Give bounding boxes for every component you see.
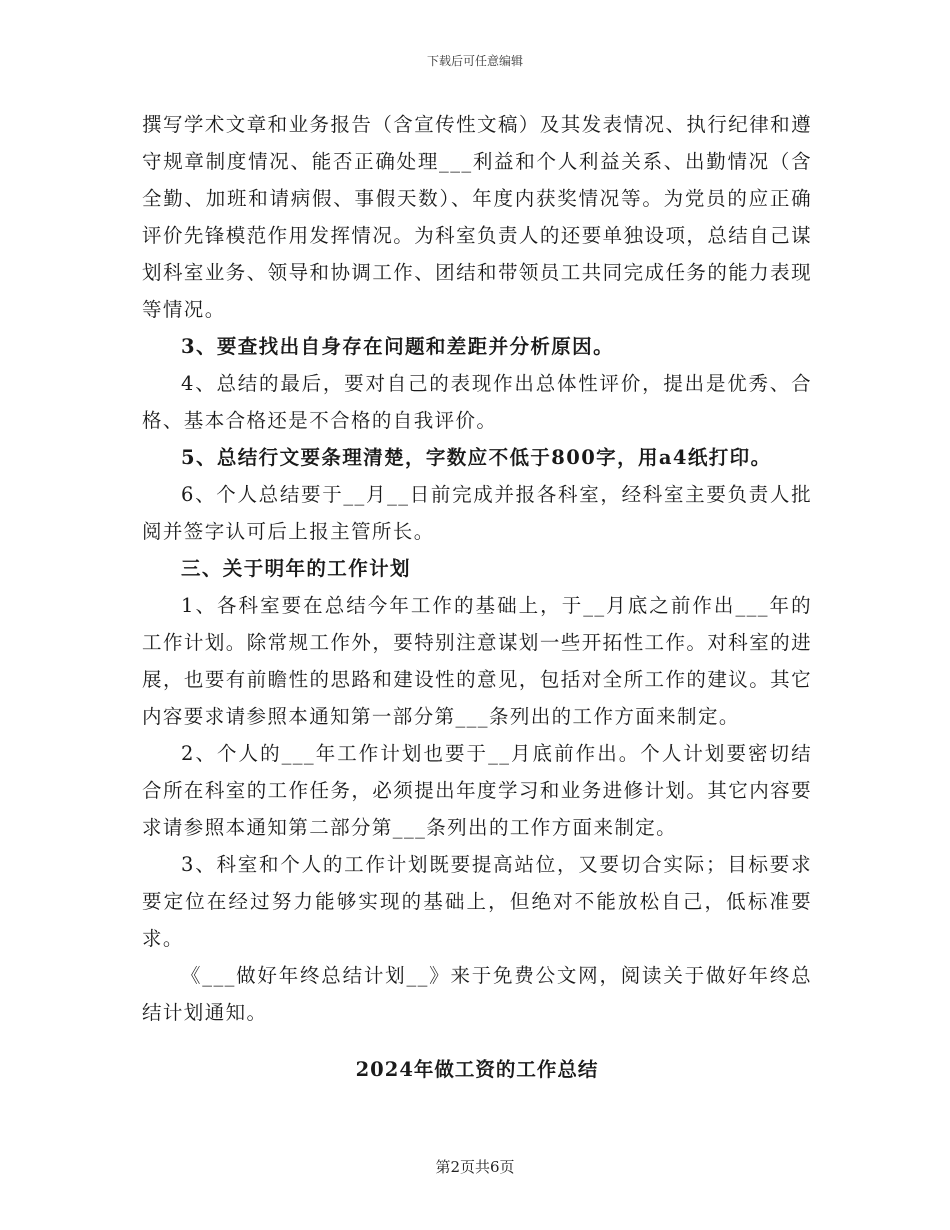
paragraph-plan-1: 1、各科室要在总结今年工作的基础上，于__月底之前作出___年的工作计划。除常规工作外，要特别注意谋划一些开拓性工作。对科室的进展，也要有前瞻性的思路和建设性的意见，包括对全所工作的建议。其它内容要求请参照本通知第一部分第___条列出的工作方面来制定。 xyxy=(142,594,812,728)
page-footer: 第2页共6页 xyxy=(435,1158,515,1176)
paragraph-plan-2: 2、个人的___年工作计划也要于__月底前作出。个人计划要密切结合所在科室的工作任务，必须提出年度学习和业务进修计划。其它内容要求请参照本通知第二部分第___条列出的工作方面来制定。 xyxy=(142,742,812,839)
paragraph-source-note: 《___做好年终总结计划__》来于免费公文网，阅读关于做好年终总结计划通知。 xyxy=(142,964,812,1024)
paragraph-item-6: 6、个人总结要于__月__日前完成并报各科室，经科室主要负责人批阅并签字认可后上报主管所长。 xyxy=(142,483,812,543)
paragraph-plan-3: 3、科室和个人的工作计划既要提高站位，又要切合实际；目标要求要定位在经过努力能够实现的基础上，但绝对不能放松自己，低标准要求。 xyxy=(142,853,812,950)
paragraph-item-3: 3、要查找出自身存在问题和差距并分析原因。 xyxy=(181,335,614,358)
document-body xyxy=(142,106,812,1088)
document-title: 2024年做工资的工作总结 xyxy=(355,1058,599,1081)
paragraph-item-5: 5、总结行文要条理清楚，字数应不低于800字，用a4纸打印。 xyxy=(181,446,772,469)
page-header: 下载后可任意编辑 xyxy=(426,54,523,68)
section-heading-3: 三、关于明年的工作计划 xyxy=(181,557,411,580)
paragraph-continuation: 撰写学术文章和业务报告（含宣传性文稿）及其发表情况、执行纪律和遵守规章制度情况、能否正确处理___利益和个人利益关系、出勤情况（含全勤、加班和请病假、事假天数）、年度内获奖情况等。为党员的应正确评价先锋模范作用发挥情况。为科室负责人的还要单独设项，总结自己谋划科室业务、领导和协调工作、团结和带领员工共同完成任务的能力表现等情况。 xyxy=(142,113,812,321)
paragraph-item-4: 4、总结的最后，要对自己的表现作出总体性评价，提出是优秀、合格、基本合格还是不合格的自我评价。 xyxy=(142,372,812,432)
